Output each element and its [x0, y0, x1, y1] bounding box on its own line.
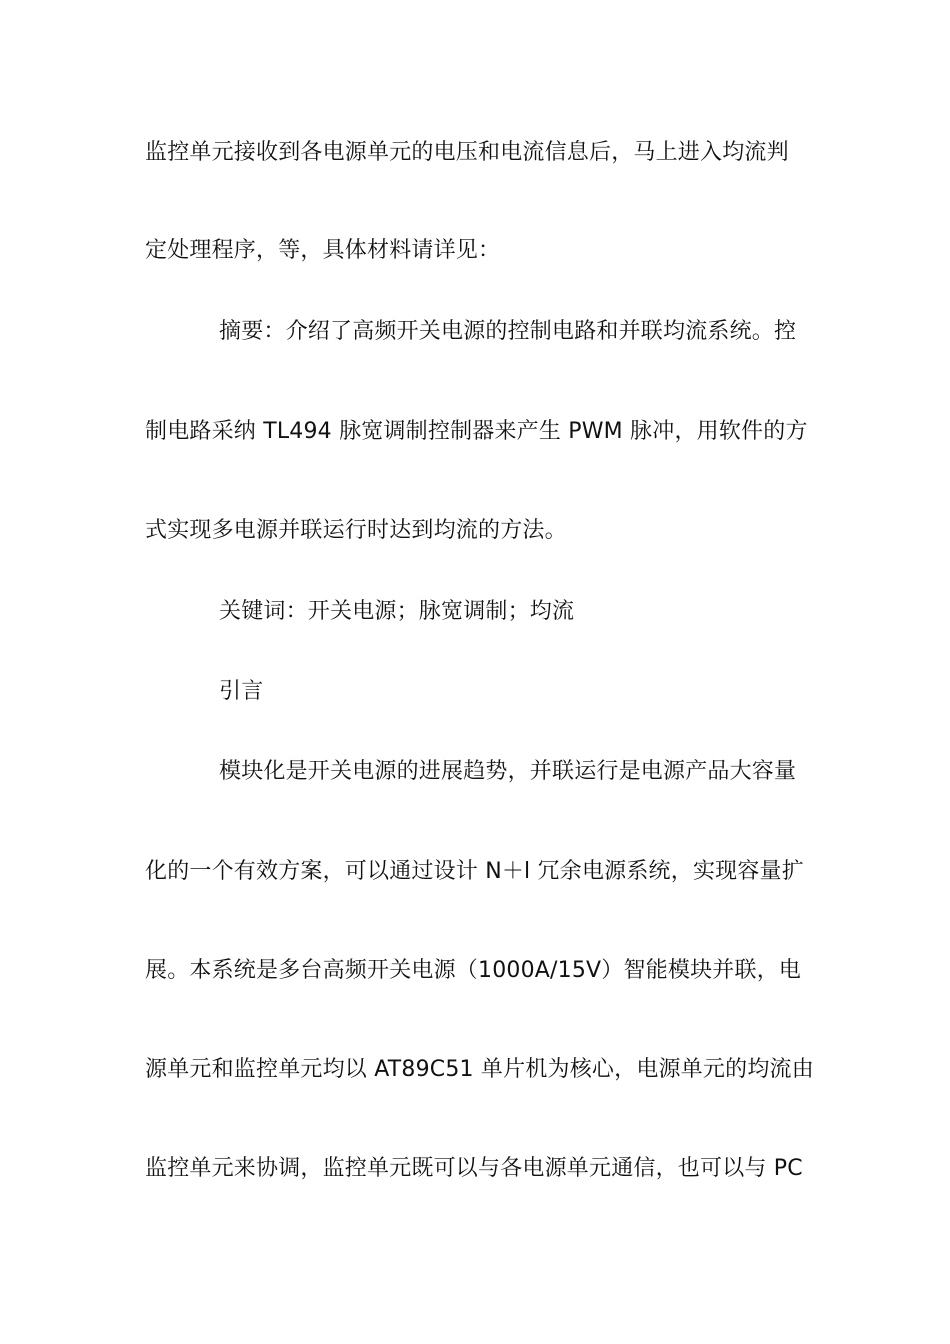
intro-paragraph-line-1: 模块化是开关电源的进展趋势，并联运行是电源产品大容量 — [219, 759, 797, 784]
abstract-line-3: 式实现多电源并联运行时达到均流的方法。 — [145, 518, 567, 543]
section-heading-introduction: 引言 — [219, 679, 264, 704]
intro-paragraph-line-2: 化的一个有效方案，可以通过设计 N＋l 冗余电源系统，实现容量扩 — [145, 859, 804, 884]
intro-paragraph-line-4: 源单元和监控单元均以 AT89C51 单片机为核心，电源单元的均流由 — [145, 1057, 814, 1082]
keywords-line: 关键词：开关电源；脉宽调制；均流 — [219, 599, 575, 624]
intro-paragraph-line-5: 监控单元来协调，监控单元既可以与各电源单元通信，也可以与 PC — [145, 1156, 803, 1181]
paragraph-line-1: 监控单元接收到各电源单元的电压和电流信息后，马上进入均流判 — [145, 140, 789, 165]
abstract-line-1: 摘要：介绍了高频开关电源的控制电路和并联均流系统。控 — [219, 319, 797, 344]
intro-paragraph-line-3: 展。本系统是多台高频开关电源（1000A/15V）智能模块并联，电 — [145, 958, 802, 983]
abstract-line-2: 制电路采纳 TL494 脉宽调制控制器来产生 PWM 脉冲，用软件的方 — [145, 419, 808, 444]
paragraph-line-2: 定处理程序，等，具体材料请详见： — [145, 238, 501, 263]
